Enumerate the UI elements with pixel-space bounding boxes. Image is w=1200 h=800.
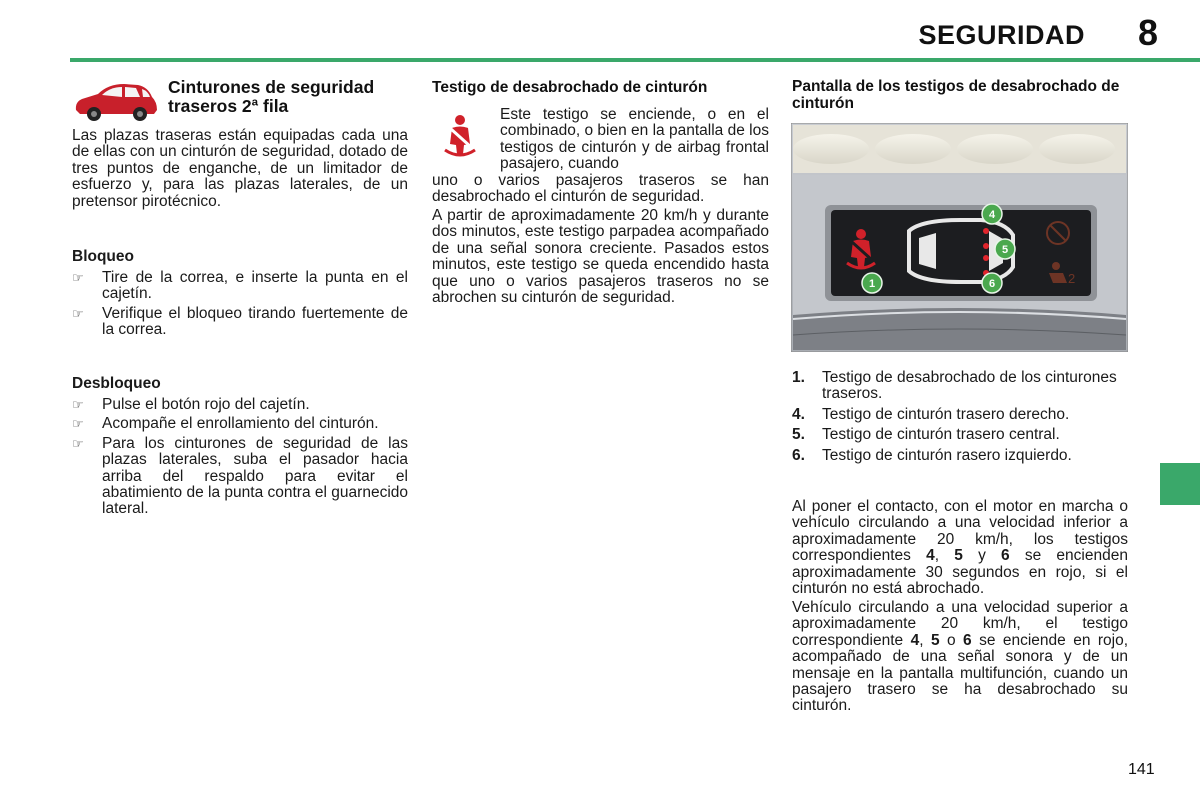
testigo-paragraph-1: Este testigo se enciende, o en el combinado, o bien en la pantalla de los testigos de cinturón y de airbag frontal pasajero, cuando uno o varios pasajeros traseros se han desabrochado el cinturón de seguridad. [432,106,769,206]
svg-text:4: 4 [988,209,996,221]
bloqueo-heading: Bloqueo [72,248,134,265]
list-item: 5. Testigo de cinturón trasero central. [792,426,1060,444]
svg-text:1: 1 [868,278,876,290]
pointing-hand-icon: ☞ [72,270,84,285]
list-item: 6. Testigo de cinturón rasero izquierdo. [792,446,1072,464]
section-title: SEGURIDAD [918,20,1085,50]
desbloqueo-list [72,397,408,521]
svg-text:5: 5 [1001,244,1009,256]
intro-paragraph: Las plazas traseras están equipadas cada una de ellas con un cinturón de seguridad, dotado de tres puntos de enganche, de un limitador de esfuerzo y, para las plazas laterales, de un pretensor pirotécnico. [72,127,408,210]
section-heading: Cinturones de seguridad traseros 2ª fila [168,77,375,116]
bloqueo-list [72,270,408,342]
list-item: 4. Testigo de cinturón trasero derecho. [792,405,1070,423]
list-item: ☞ Verifique el bloqueo tirando fuertemente de la correa. [72,304,408,339]
pointing-hand-icon: ☞ [72,416,84,432]
callout-4 [982,204,1002,224]
list-item: 1. Testigo de desabrochado de los cinturones traseros. [792,369,1117,403]
list-item: ☞ Acompañe el enrollamiento del cinturón. [72,415,379,433]
red-car-icon [72,80,160,124]
pointing-hand-icon: ☞ [72,435,84,451]
pantalla-paragraph-2: Vehículo circulando a una velocidad superior a aproximadamente 20 km/h, el testigo correspondiente 4, 5 o 6 se enciende en rojo, acompañado de una señal sonora y de un mensaje en la pantalla multifunción, cuando un pasajero trasero se ha desabrochado su cinturón. [792,599,1129,715]
svg-text:6: 6 [988,278,996,290]
callout-legend-list [792,370,1128,468]
pointing-hand-icon: ☞ [72,305,84,321]
callout-6 [982,273,1002,293]
testigo-paragraph-2: A partir de aproximadamente 20 km/h y durante dos minutos, este testigo parpadea acompañado de una señal sonora creciente. Pasados estos minutos, este testigo se queda encendido hasta que uno o varios pasajeros traseros no se abrochen su cinturón de seguridad. [432,207,769,307]
warning-display-photo [791,123,1128,352]
pantalla-paragraph-1: Al poner el contacto, con el motor en marcha o vehículo circulando a una velocidad inferior a aproximadamente 20 km/h, los testigos correspondientes 4, 5 y 6 se encienden aproximadamente 30 segundos en rojo, si el cinturón no está abrochado. [792,498,1128,598]
header-rule [70,58,1200,62]
desbloqueo-heading: Desbloqueo [72,375,161,392]
callout-5 [995,239,1015,259]
airbag-passenger-icon [1052,262,1060,270]
list-item: ☞ Tire de la correa, e inserte la punta en el cajetín. [72,269,408,303]
chapter-number: 8 [1138,12,1159,53]
list-item: ☞ Pulse el botón rojo del cajetín. [72,396,310,413]
chapter-side-tab [1160,463,1200,505]
testigo-heading: Testigo de desabrochado de cinturón [432,79,708,96]
svg-text:2: 2 [1068,271,1076,286]
page-number: 141 [1128,761,1155,778]
pointing-hand-icon: ☞ [72,397,84,412]
callout-1 [862,273,882,293]
list-item: ☞ Para los cinturones de seguridad de las plazas laterales, suba el pasador hacia arriba del respaldo para evitar el abatimiento de la punta contra el guarnecido lateral. [72,434,408,518]
pantalla-heading: Pantalla de los testigos de desabrochado de cinturón [792,78,1120,112]
